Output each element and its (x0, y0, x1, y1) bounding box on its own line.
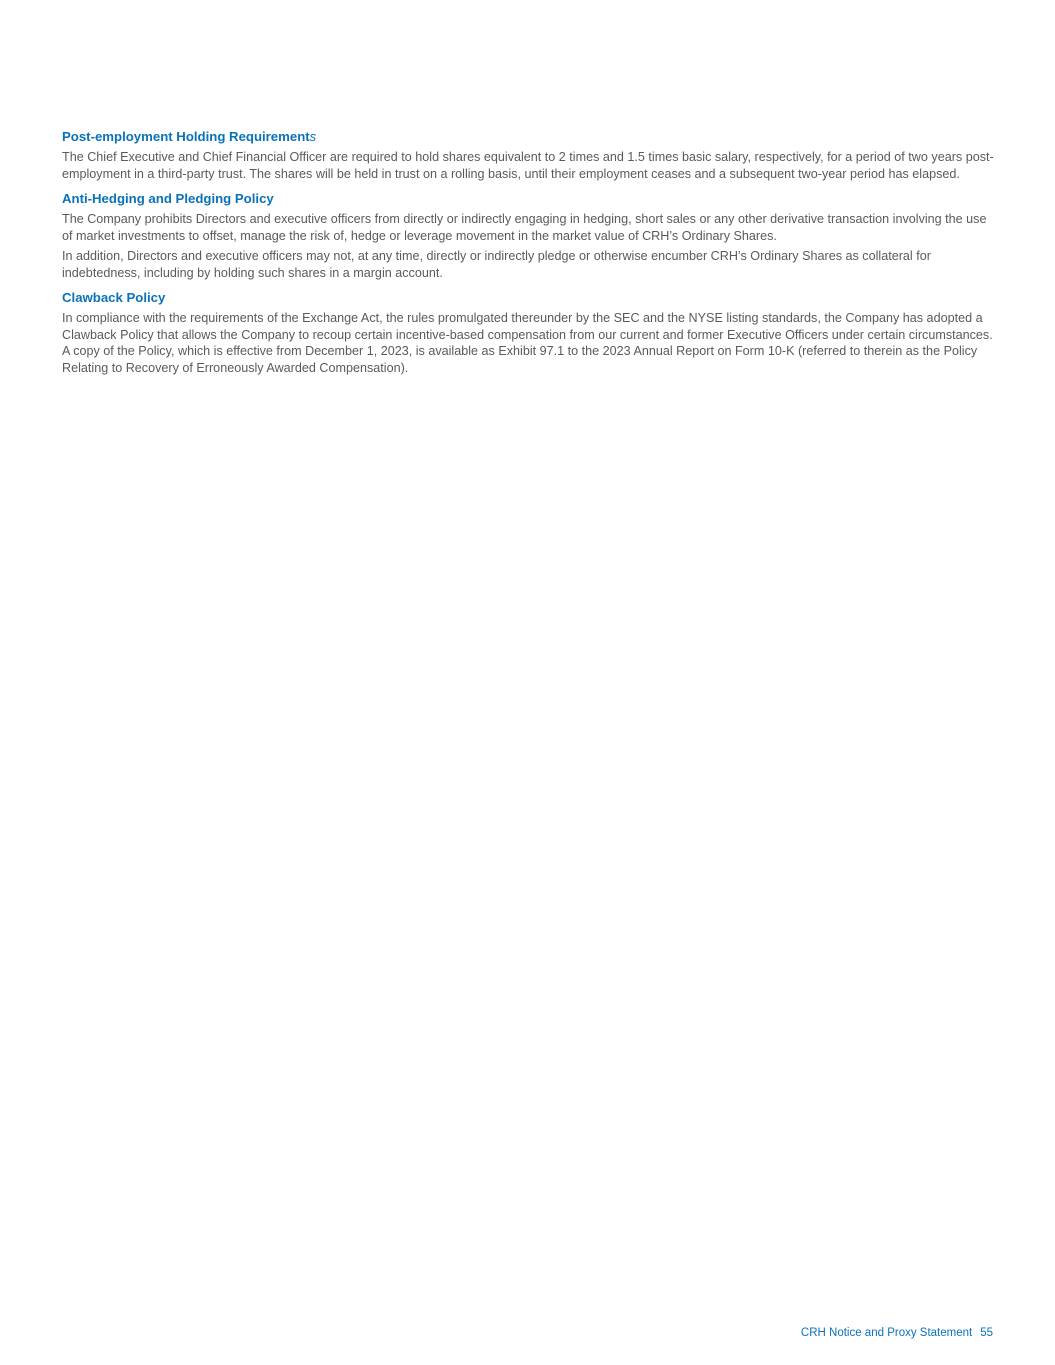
section-post-employment-holding (62, 128, 996, 182)
page-number: 55 (980, 1327, 993, 1339)
section-heading: Anti-Hedging and Pledging Policy (62, 191, 274, 206)
section-clawback-policy (62, 289, 996, 376)
heading-text: Post-employment Holding Requirement (62, 129, 310, 144)
document-body (62, 128, 996, 384)
heading-text-tail: s (309, 129, 317, 144)
paragraph: In addition, Directors and executive officers may not, at any time, directly or indirectly pledge or otherwise encumber CRH’s Ordinary Shares as collateral for indebtedness, including by holding such shares in a margin account. (62, 249, 931, 280)
footer-title: CRH Notice and Proxy Statement (800, 1327, 973, 1339)
section-heading: Clawback Policy (62, 290, 166, 305)
paragraph: The Chief Executive and Chief Financial Officer are required to hold shares equivalent to 2 times and 1.5 times basic salary, respectively, for a period of two years post-employment in a third-party trust. The shares will be held in trust on a rolling basis, until their employment ceases and a subsequent two-year period has elapsed. (62, 150, 994, 181)
section-heading (62, 128, 996, 145)
page-footer (801, 1327, 993, 1339)
paragraph: The Company prohibits Directors and executive officers from directly or indirectly engaging in hedging, short sales or any other derivative transaction involving the use of market investments to offset, manage the risk of, hedge or leverage movement in the market value of CRH’s Ordinary Shares. (62, 212, 987, 243)
section-anti-hedging-pledging (62, 190, 996, 281)
paragraph: In compliance with the requirements of the Exchange Act, the rules promulgated thereunder by the SEC and the NYSE listing standards, the Company has adopted a Clawback Policy that allows the Company to recoup certain incentive-based compensation from our current and former Executive Officers under certain circumstances. A copy of the Policy, which is effective from December 1, 2023, is available as Exhibit 97.1 to the 2023 Annual Report on Form 10-K (referred to therein as the Policy Relating to Recovery of Erroneously Awarded Compensation). (62, 311, 993, 375)
